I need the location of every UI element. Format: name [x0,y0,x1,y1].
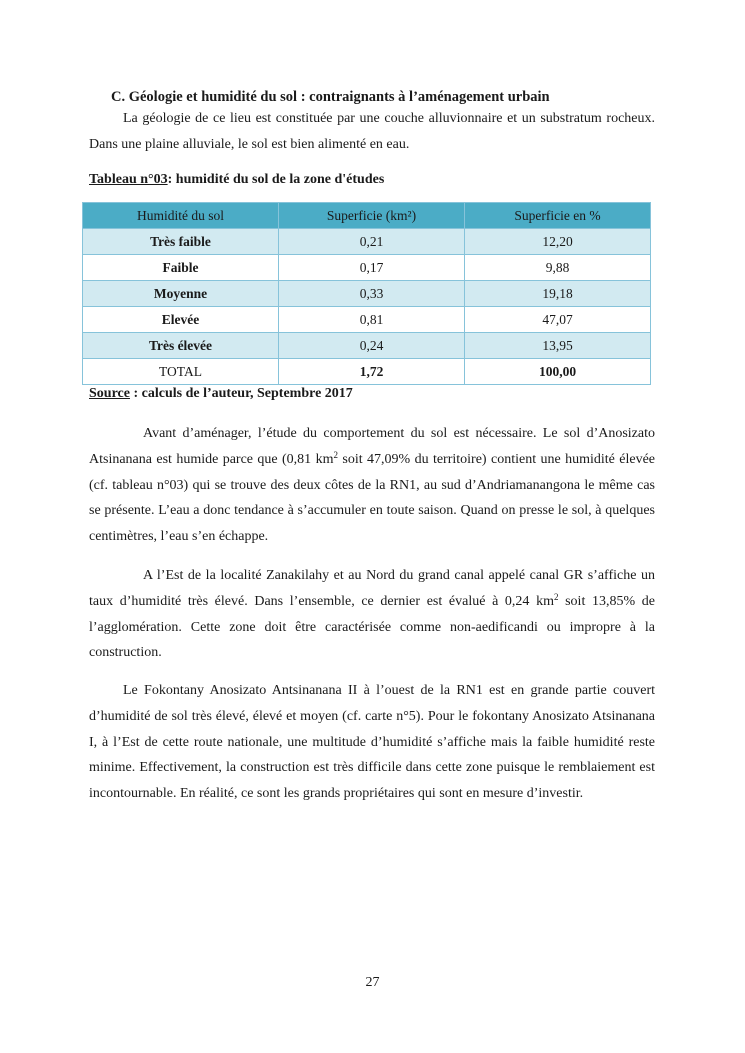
table-row [83,229,651,255]
section-heading: C. Géologie et humidité du sol : contraignants à l’aménagement urbain [111,89,550,105]
paragraph-text: Avant d’aménager, l’étude du comportement du sol est nécessaire. Le sol d’Anosizato Atsinanana est humide parce que (0,81 km [89,426,655,467]
superscript: 2 [553,591,559,602]
header-humidite: Humidité du sol [83,203,279,229]
total-label: TOTAL [83,359,279,385]
paragraph-text: A l’Est de la localité Zanakilahy et au Nord du grand canal appelé canal GR s’affiche un taux d’humidité très élevé. Dans l’ensemble, ce dernier est évalué à 0,24 km [89,568,655,609]
row-label: Très élevée [83,333,279,359]
paragraph-text: soit 47,09% du territoire) contient une humidité élevée (cf. tableau n°03) qui se trouve des deux côtes de la RN1, au sud d’Andriamanangona le même cas se présente. L’eau a donc tendance à s’accumuler en toute saison. Quand on presse le sol, à quelques centimètres, l’eau s’en échappe. [89,451,656,545]
table-caption [89,172,384,188]
header-superficie-pct: Superficie en % [465,203,651,229]
cell-area-km2: 0,17 [279,255,465,281]
row-label: Moyenne [83,281,279,307]
cell-area-pct: 19,18 [465,281,651,307]
source-text: : calculs de l’auteur, Septembre 2017 [129,386,353,401]
page-number: 27 [365,975,380,990]
table-source [89,386,353,402]
paragraph-high-humidity [89,563,655,666]
cell-area-km2: 0,24 [279,333,465,359]
paragraph-text: soit 13,85% de l’agglomération. Cette zone doit être caractérisée comme non-aedificandi ou impropre à la construction. [89,593,656,661]
total-area-km2: 1,72 [279,359,465,385]
paragraph-fokontany: Le Fokontany Anosizato Antsinanana II à l’ouest de la RN1 est en grande partie couvert d’humidité de sol très élevé, élevé et moyen (cf. carte n°5). Pour le fokontany Anosizato Atsinanana I, à l’Est de cette route nationale, une multitude d’humidité s’affiche mais la faible humidité reste minime. Effectivement, la construction est très difficile dans cette zone puisque le remblaiement est incontournable. En réalité, ce sont les grands propriétaires qui sont en mesure d’investir. [89,683,655,802]
cell-area-km2: 0,21 [279,229,465,255]
table-total-row [83,359,651,385]
table-header-row [83,203,651,229]
row-label: Elevée [83,307,279,333]
cell-area-km2: 0,33 [279,281,465,307]
source-label: Source [89,386,130,401]
cell-area-pct: 13,95 [465,333,651,359]
cell-area-pct: 12,20 [465,229,651,255]
table-row [83,307,651,333]
table-caption-text: : humidité du sol de la zone d'études [167,172,385,187]
cell-area-pct: 47,07 [465,307,651,333]
intro-paragraph: La géologie de ce lieu est constituée par une couche alluvionnaire et un substratum rocheux. Dans une plaine alluviale, le sol est bien alimenté en eau. [89,111,655,152]
table-row [83,333,651,359]
table-row [83,281,651,307]
superscript: 2 [333,449,338,460]
row-label: Faible [83,255,279,281]
total-area-pct: 100,00 [465,359,651,385]
cell-area-km2: 0,81 [279,307,465,333]
paragraph-soil-behaviour [89,421,655,550]
table-caption-label: Tableau n°03 [89,172,168,187]
cell-area-pct: 9,88 [465,255,651,281]
header-superficie-km2: Superficie (km²) [279,203,465,229]
soil-humidity-table [82,202,651,385]
table-row [83,255,651,281]
row-label: Très faible [83,229,279,255]
